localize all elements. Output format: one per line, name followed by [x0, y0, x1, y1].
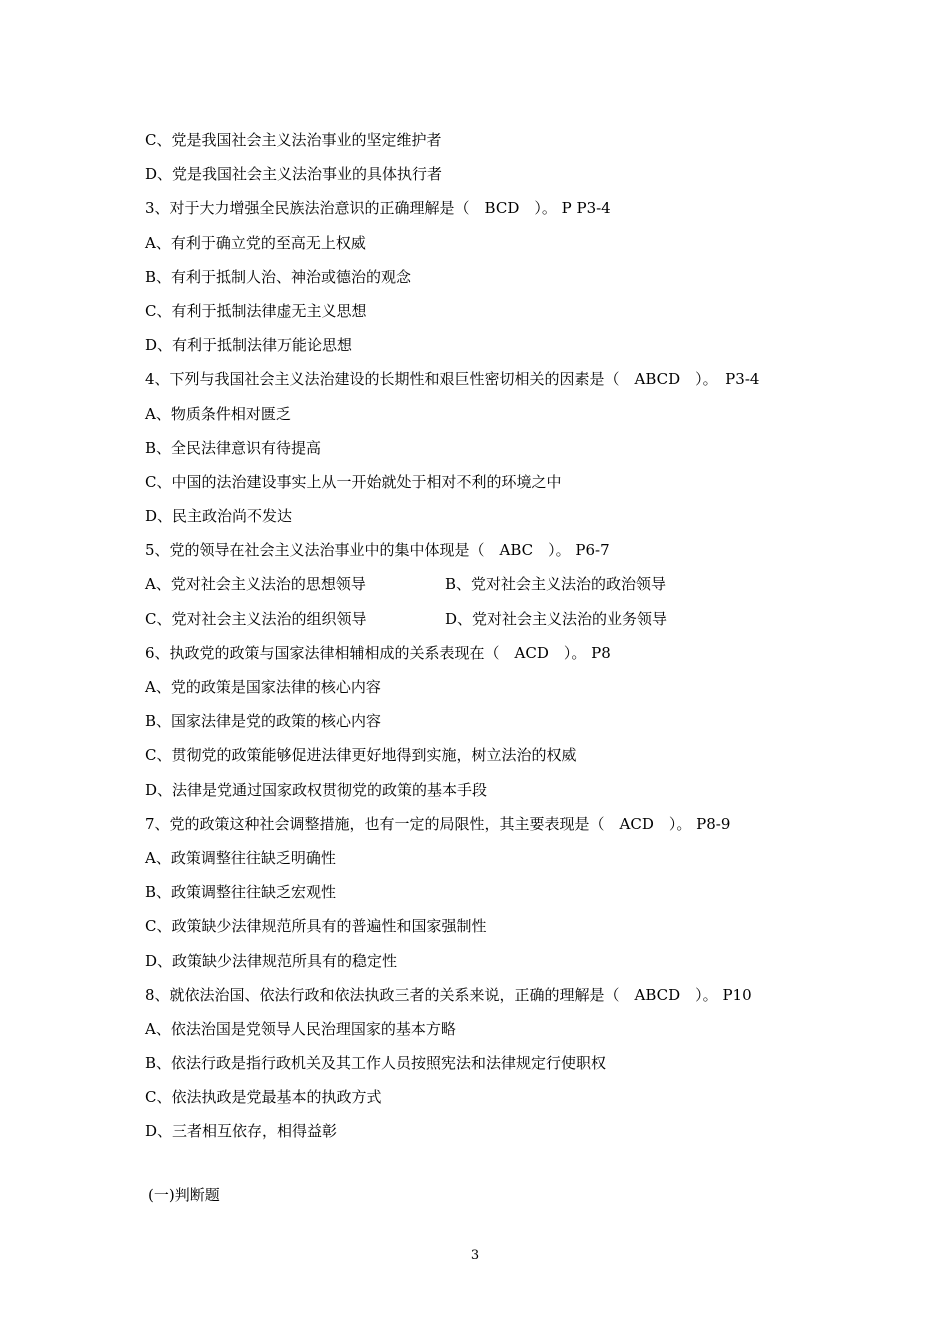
option-pair-row	[145, 567, 845, 601]
option-line: D、党是我国社会主义法治事业的具体执行者	[145, 165, 443, 184]
option-line: D、法律是党通过国家政权贯彻党的政策的基本手段	[145, 780, 488, 799]
page-number: 3	[470, 1248, 480, 1263]
option-line: A、党的政策是国家法律的核心内容	[145, 678, 381, 696]
option-left: A、党对社会主义法治的思想领导	[145, 575, 366, 594]
option-right: B、党对社会主义法治的政治领导	[445, 575, 667, 594]
option-line: C、贯彻党的政策能够促进法律更好地得到实施，树立法治的权威	[145, 746, 577, 765]
option-line: D、政策缺少法律规范所具有的稳定性	[145, 951, 398, 970]
option-line: C、党是我国社会主义法治事业的坚定维护者	[145, 131, 442, 149]
question-line: 8、就依法治国、依法行政和依法执政三者的关系来说，正确的理解是（ ABCD ）。 P10	[145, 985, 752, 1004]
option-line: A、依法治国是党领导人民治理国家的基本方略	[145, 1019, 456, 1038]
option-line: C、有利于抵制法律虚无主义思想	[145, 301, 367, 320]
option-line: B、有利于抵制人治、神治或德治的观念	[145, 267, 412, 286]
option-line: B、全民法律意识有待提高	[145, 438, 322, 457]
option-line: B、依法行政是指行政机关及其工作人员按照宪法和法律规定行使职权	[145, 1054, 607, 1073]
option-line: A、物质条件相对匮乏	[145, 404, 291, 423]
section-heading: (一)判断题	[148, 1186, 220, 1204]
option-line: A、有利于确立党的至高无上权威	[145, 233, 366, 252]
option-line: C、政策缺少法律规范所具有的普遍性和国家强制性	[145, 917, 487, 936]
option-line: A、政策调整往往缺乏明确性	[145, 848, 336, 867]
option-left: C、党对社会主义法治的组织领导	[145, 609, 367, 628]
option-line: C、依法执政是党最基本的执政方式	[145, 1088, 382, 1107]
option-line: D、三者相互依存，相得益彰	[145, 1122, 338, 1141]
question-line: 5、党的领导在社会主义法治事业中的集中体现是（ ABC ）。 P6-7	[145, 541, 610, 560]
option-right: D、党对社会主义法治的业务领导	[445, 609, 668, 628]
question-line: 4、下列与我国社会主义法治建设的长期性和艰巨性密切相关的因素是（ ABCD ）。 P3-4	[145, 370, 760, 389]
option-line: B、政策调整往往缺乏宏观性	[145, 883, 337, 902]
option-pair-row	[145, 602, 845, 636]
option-line: B、国家法律是党的政策的核心内容	[145, 712, 382, 731]
option-line: D、有利于抵制法律万能论思想	[145, 336, 353, 355]
question-line: 7、党的政策这种社会调整措施，也有一定的局限性，其主要表现是（ ACD ）。 P8-9	[145, 814, 731, 833]
question-block	[145, 123, 845, 1149]
question-line: 3、对于大力增强全民族法治意识的正确理解是（ BCD ）。 P P3-4	[145, 199, 611, 218]
option-line: C、中国的法治建设事实上从一开始就处于相对不利的环境之中	[145, 472, 562, 491]
option-line: D、民主政治尚不发达	[145, 507, 293, 526]
question-line: 6、执政党的政策与国家法律相辅相成的关系表现在（ ACD ）。 P8	[145, 643, 611, 662]
